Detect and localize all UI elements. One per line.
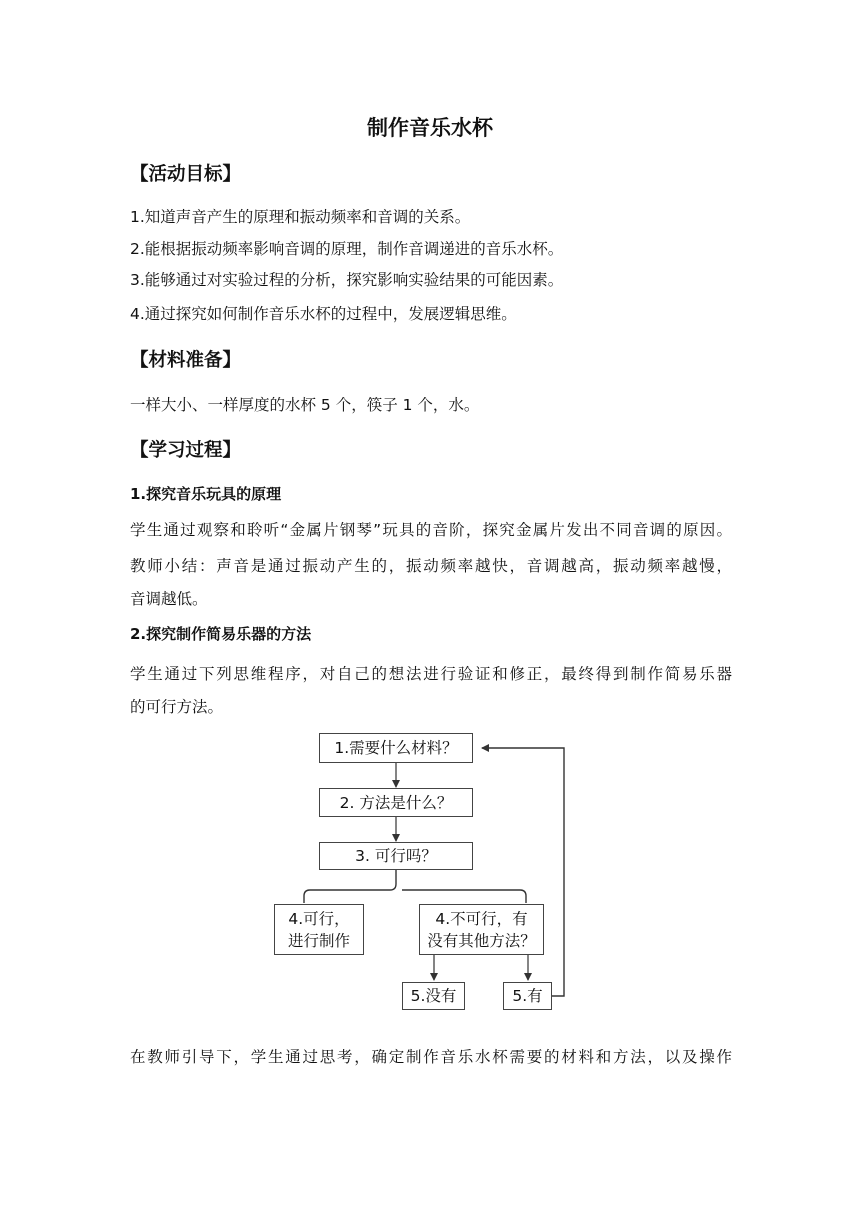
step1-line: 学生通过观察和聆听“金属片钢琴”玩具的音阶，探究金属片发出不同音调的原因。	[130, 521, 732, 539]
step1-line: 音调越低。	[130, 590, 208, 608]
step2-line: 学生通过下列思维程序，对自己的想法进行验证和修正，最终得到制作简易乐器	[130, 665, 732, 683]
flow-box-make: 4.可行， 进行制作	[274, 904, 364, 955]
materials-text: 一样大小、一样厚度的水杯 5 个，筷子 1 个，水。	[130, 396, 480, 414]
flow-box-feasible: 3. 可行吗？	[319, 842, 473, 870]
objective-item: 4.通过探究如何制作音乐水杯的过程中，发展逻辑思维。	[130, 305, 517, 323]
objective-item: 2.能根据振动频率影响音调的原理，制作音调递进的音乐水杯。	[130, 240, 564, 258]
objective-item: 3.能够通过对实验过程的分析，探究影响实验结果的可能因素。	[130, 271, 564, 289]
loop-back-arrow	[482, 748, 564, 996]
step1-line: 教师小结：声音是通过振动产生的，振动频率越快，音调越高，振动频率越慢，	[130, 557, 732, 575]
flow-box-other-method: 4.不可行，有 没有其他方法？	[419, 904, 544, 955]
page-title: 制作音乐水杯	[367, 116, 493, 140]
step2-title: 2.探究制作简易乐器的方法	[130, 625, 312, 643]
process-heading: 【学习过程】	[130, 440, 242, 461]
flow-box-materials: 1.需要什么材料？	[319, 733, 473, 763]
step2-line: 的可行方法。	[130, 698, 224, 716]
flow-box-method: 2. 方法是什么？	[319, 788, 473, 817]
flow-box-no: 5.没有	[402, 982, 465, 1010]
flow-box-yes: 5.有	[503, 982, 552, 1010]
bracket-branch	[304, 870, 526, 903]
materials-heading: 【材料准备】	[130, 350, 242, 371]
objectives-heading: 【活动目标】	[130, 164, 242, 185]
closing-line: 在教师引导下，学生通过思考，确定制作音乐水杯需要的材料和方法，以及操作	[130, 1048, 732, 1066]
objective-item: 1.知道声音产生的原理和振动频率和音调的关系。	[130, 208, 471, 226]
step1-title: 1.探究音乐玩具的原理	[130, 485, 282, 503]
